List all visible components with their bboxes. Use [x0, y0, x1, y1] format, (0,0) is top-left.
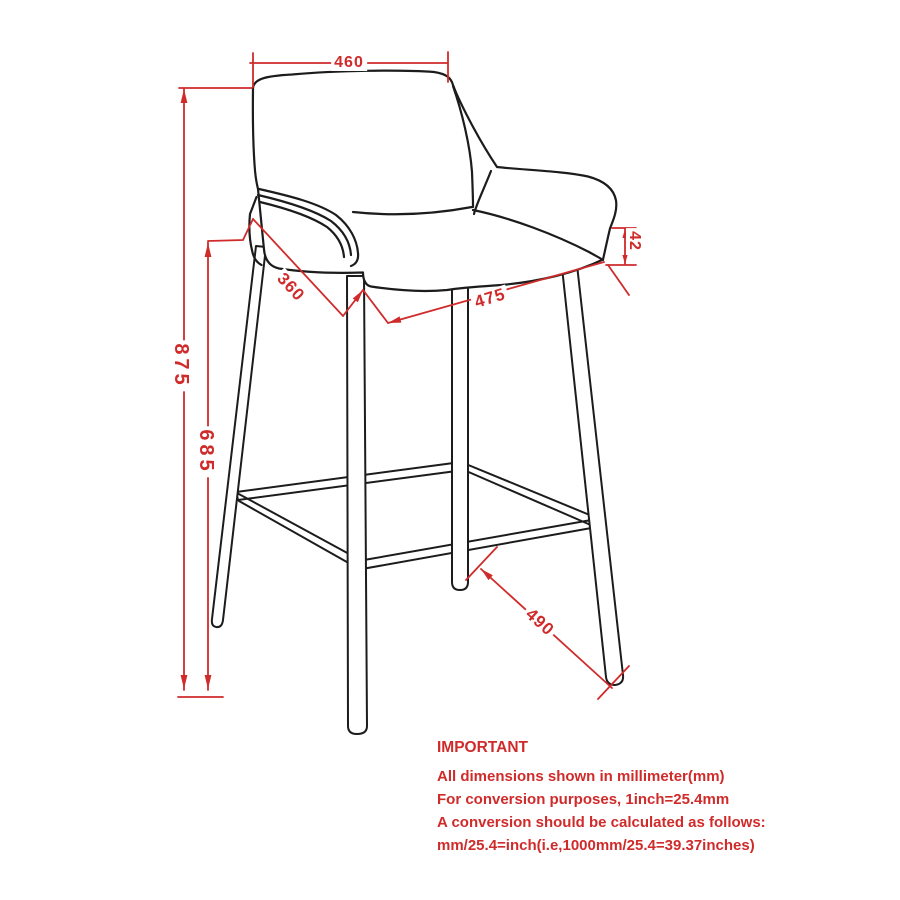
dimension-label-backrest-width: 460 — [331, 55, 367, 71]
dimension-label-seat-height: 685 — [196, 426, 216, 477]
notes-line-conversion-example: mm/25.4=inch(i.e,1000mm/25.4=39.37inches) — [437, 837, 755, 854]
arrow-475-left — [388, 316, 401, 323]
dimension-label-overall-height: 875 — [171, 340, 191, 391]
dimension-label-seat-depth: 360 — [273, 269, 309, 305]
arrow-875-top — [181, 89, 188, 103]
notes-line-units: All dimensions shown in millimeter(mm) — [437, 768, 725, 785]
leg-front-right — [561, 256, 623, 685]
footrest-rail-back-right — [461, 462, 597, 526]
notes-line-conversion-factor: For conversion purposes, 1inch=25.4mm — [437, 791, 730, 808]
footrest-frame — [236, 462, 597, 570]
notes-title: IMPORTANT — [437, 739, 528, 756]
seat-shell-outline — [253, 71, 616, 291]
arrow-875-bottom — [181, 675, 188, 689]
footrest-rail-front-right — [362, 518, 597, 569]
leg-back-left — [212, 246, 266, 627]
dimension-label-seat-thickness: 42 — [626, 228, 642, 254]
leg-front-left — [347, 276, 367, 734]
leg-back-right — [452, 278, 468, 590]
footrest-rail-front-left — [237, 493, 362, 570]
arrow-42-bottom — [622, 255, 627, 264]
arrow-685-top — [205, 243, 212, 257]
dimension-label-seat-width: 475 — [470, 284, 511, 311]
arrow-685-bottom — [205, 675, 212, 689]
important-notes — [437, 736, 766, 857]
stool-legs — [212, 246, 623, 734]
seat-and-backrest — [249, 71, 616, 291]
notes-line-conversion-method: A conversion should be calculated as follows: — [437, 814, 766, 831]
dimension-label-footrest-depth: 490 — [521, 604, 559, 640]
